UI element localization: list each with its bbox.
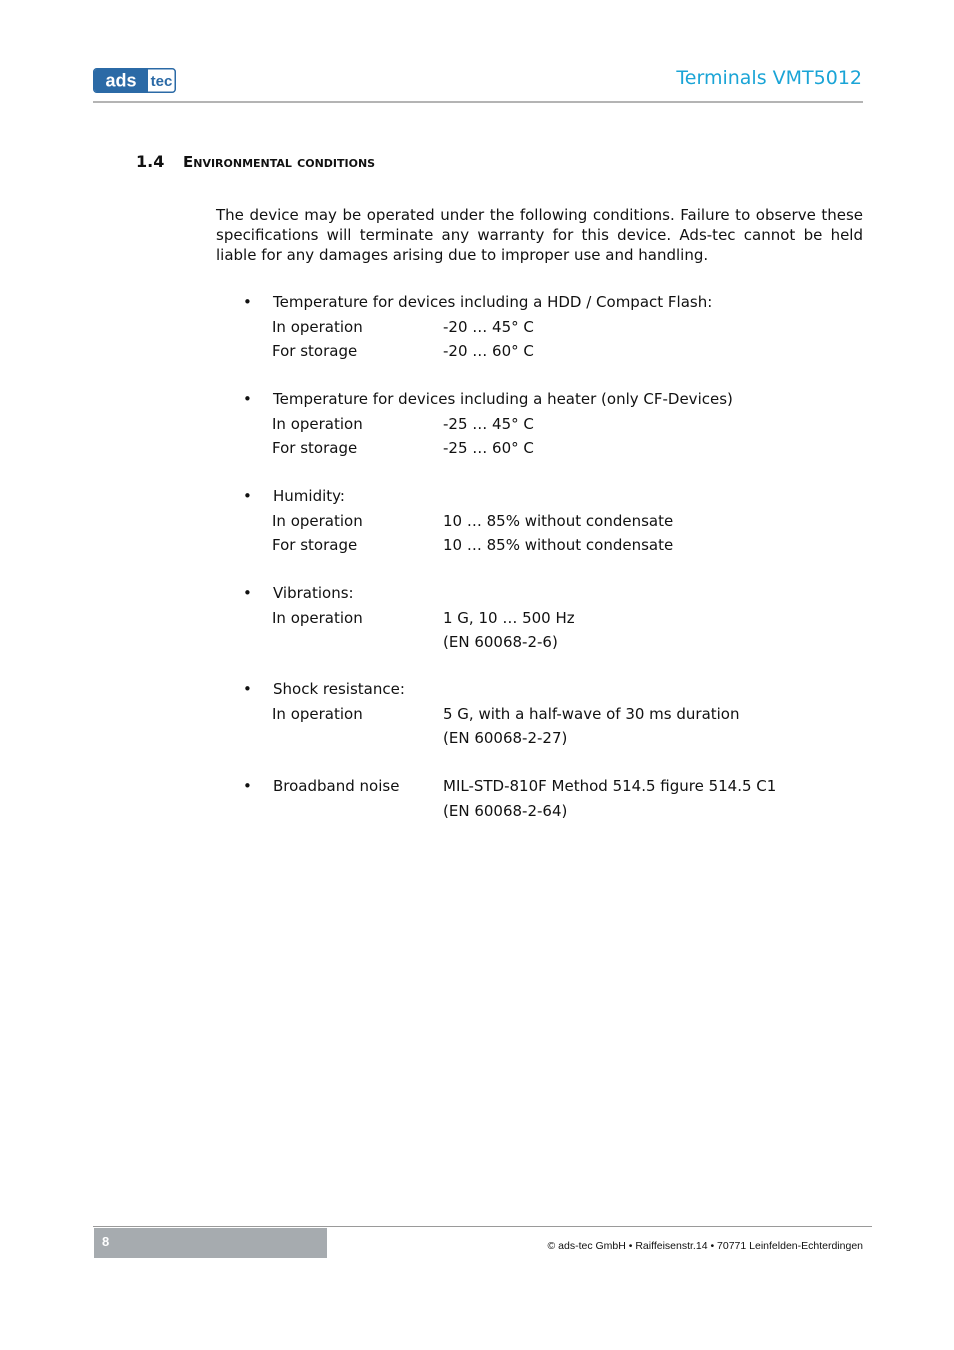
footer-page-bar (94, 1228, 327, 1258)
spec-row (216, 412, 863, 437)
spec-row (216, 630, 863, 655)
section-title: Environmental conditions (183, 153, 376, 171)
bullet: • (243, 487, 252, 505)
spec-title: Temperature for devices including a heater (only CF-Devices) (273, 390, 733, 408)
spec-value: -25 … 45° C (443, 414, 534, 433)
spec-temperature-heater (216, 387, 863, 461)
section-heading (136, 152, 375, 171)
spec-label: In operation (272, 511, 363, 530)
spec-row (216, 702, 863, 727)
spec-label: In operation (272, 317, 363, 336)
spec-row (216, 436, 863, 461)
spec-row (216, 726, 863, 751)
spec-label: In operation (272, 608, 363, 627)
spec-row (216, 339, 863, 364)
spec-value: -25 … 60° C (443, 439, 534, 457)
section-number: 1.4 (136, 152, 165, 171)
spec-value: -20 … 60° C (443, 342, 534, 360)
spec-row (216, 606, 863, 631)
footer-divider (93, 1226, 872, 1227)
spec-value: 5 G, with a half-wave of 30 ms duration (443, 704, 740, 723)
spec-row (216, 533, 863, 558)
spec-value: MIL-STD-810F Method 514.5 figure 514.5 C1 (443, 777, 777, 795)
spec-label: In operation (272, 414, 363, 433)
ads-tec-logo (93, 68, 176, 93)
spec-title-row (216, 581, 863, 606)
spec-label: For storage (272, 536, 358, 554)
spec-label: For storage (272, 439, 358, 457)
logo-text-tec: tec (150, 73, 173, 90)
spec-vibrations (216, 581, 863, 655)
spec-temperature-hdd (216, 290, 863, 364)
spec-title-row (216, 290, 863, 315)
spec-title-row (216, 774, 863, 799)
spec-value: 10 … 85% without condensate (443, 511, 674, 530)
bullet: • (243, 390, 252, 408)
spec-shock-resistance (216, 677, 863, 751)
spec-humidity (216, 484, 863, 558)
document-title: Terminals VMT5012 (676, 67, 862, 89)
header-divider (93, 101, 863, 103)
spec-title: Vibrations: (273, 584, 354, 602)
spec-value: -20 … 45° C (443, 317, 534, 336)
spec-broadband-noise (216, 774, 863, 823)
spec-title-row (216, 677, 863, 702)
page-number: 8 (102, 1234, 110, 1249)
spec-label: In operation (272, 704, 363, 723)
bullet: • (243, 680, 252, 698)
bullet: • (243, 584, 252, 602)
bullet: • (243, 293, 252, 311)
spec-value: 1 G, 10 … 500 Hz (443, 608, 575, 627)
spec-title-row (216, 484, 863, 509)
spec-title-row (216, 387, 863, 412)
spec-value: (EN 60068-2-6) (443, 633, 558, 651)
spec-value: (EN 60068-2-64) (443, 801, 568, 820)
spec-row (216, 799, 863, 824)
spec-title: Broadband noise (273, 777, 400, 795)
spec-value: 10 … 85% without condensate (443, 536, 674, 554)
footer-copyright: © ads-tec GmbH • Raiffeisenstr.14 • 70771 Leinfelden-Echterdingen (547, 1240, 863, 1252)
spec-title: Temperature for devices including a HDD / Compact Flash: (273, 293, 713, 311)
spec-title: Humidity: (273, 487, 345, 505)
spec-row (216, 315, 863, 340)
spec-title: Shock resistance: (273, 680, 405, 698)
spec-row (216, 509, 863, 534)
spec-value: (EN 60068-2-27) (443, 729, 568, 747)
intro-paragraph: The device may be operated under the following conditions. Failure to observe these specifications will terminate any warranty for this device. Ads-tec cannot be held liable for any damages arising due to improper use and handling. (216, 206, 863, 264)
spec-label: For storage (272, 342, 358, 360)
bullet: • (243, 777, 252, 795)
logo-text-ads: ads (105, 70, 137, 91)
